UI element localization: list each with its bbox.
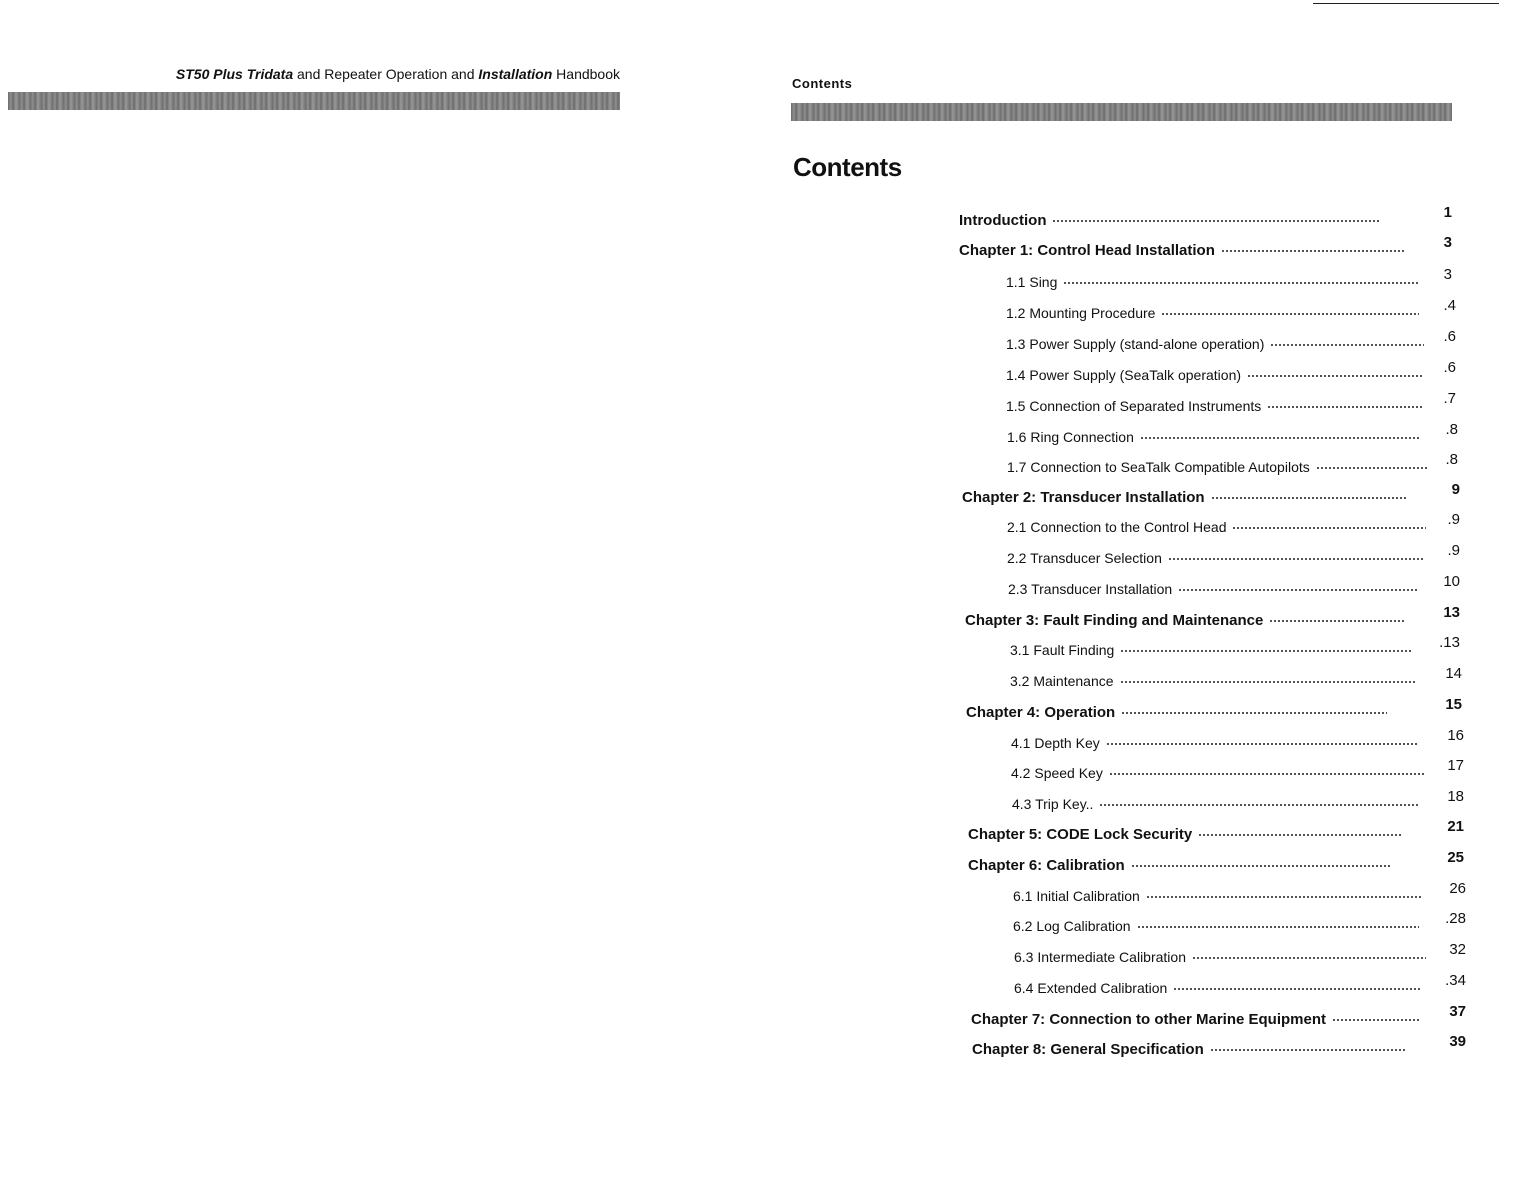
toc-page-number: .9 bbox=[1447, 511, 1460, 528]
toc-entry-label: Chapter 7: Connection to other Marine Equipment bbox=[971, 1011, 1327, 1028]
toc-leader-dots bbox=[1131, 850, 1391, 870]
toc-entry[interactable] bbox=[1006, 267, 1425, 292]
toc-entry[interactable] bbox=[1006, 329, 1430, 354]
toc-page-number: 9 bbox=[1451, 481, 1460, 498]
toc-leader-dots bbox=[1210, 1034, 1406, 1054]
toc-entry-label: 4.2 Speed Key bbox=[1011, 765, 1103, 781]
toc-entry-label: 4.3 Trip Key.. bbox=[1012, 796, 1094, 812]
toc-entry-label: Chapter 2: Transducer Installation bbox=[962, 489, 1205, 506]
header-product-name: ST50 Plus Tridata bbox=[175, 66, 294, 82]
toc-entry[interactable] bbox=[1011, 728, 1425, 753]
toc-entry-label: Chapter 6: Calibration bbox=[968, 857, 1125, 874]
toc-entry-label: 1.4 Power Supply (SeaTalk operation) bbox=[1006, 367, 1242, 383]
toc-page-number: .6 bbox=[1443, 328, 1456, 345]
toc-page-number: 1 bbox=[1443, 204, 1452, 221]
toc-entry-label: 1.7 Connection to SeaTalk Compatible Autopilots bbox=[1007, 459, 1310, 475]
toc-entry-label: Chapter 5: CODE Lock Security bbox=[968, 826, 1193, 843]
toc-leader-dots bbox=[1099, 789, 1419, 809]
toc-entry[interactable] bbox=[962, 482, 1412, 508]
toc-entry[interactable] bbox=[1010, 635, 1418, 660]
toc-page-number: 16 bbox=[1447, 727, 1464, 744]
toc-entry[interactable] bbox=[1006, 298, 1425, 323]
header-text: and Repeater Operation and bbox=[293, 66, 479, 82]
toc-leader-dots bbox=[1161, 298, 1419, 318]
toc-entry[interactable] bbox=[1010, 666, 1423, 691]
toc-entry[interactable] bbox=[1014, 973, 1427, 998]
page-title: Contents bbox=[793, 152, 902, 182]
toc-page-number: .28 bbox=[1445, 910, 1466, 927]
toc-entry[interactable] bbox=[1007, 543, 1430, 568]
toc-entry[interactable] bbox=[968, 819, 1407, 845]
toc-page-number: 15 bbox=[1445, 696, 1462, 713]
toc-entry[interactable] bbox=[965, 605, 1412, 631]
toc-leader-dots bbox=[1140, 422, 1419, 442]
toc-entry-label: Introduction bbox=[959, 212, 1047, 229]
toc-page-number: 13 bbox=[1443, 604, 1460, 621]
toc-leader-dots bbox=[1221, 235, 1404, 255]
toc-leader-dots bbox=[1109, 758, 1424, 778]
toc-page-number: .6 bbox=[1443, 359, 1456, 376]
toc-leader-dots bbox=[1269, 605, 1406, 625]
toc-page-number: 17 bbox=[1447, 757, 1464, 774]
toc-entry-label: Chapter 8: General Specification bbox=[972, 1041, 1204, 1058]
toc-entry[interactable] bbox=[1007, 452, 1435, 477]
toc-entry-label: 2.3 Transducer Installation bbox=[1008, 581, 1173, 597]
left-page-header bbox=[0, 64, 620, 84]
toc-entry[interactable] bbox=[1007, 422, 1425, 447]
toc-page-number: 10 bbox=[1443, 573, 1460, 590]
right-header-bar bbox=[791, 103, 1452, 121]
toc-entry-label: 2.1 Connection to the Control Head bbox=[1007, 519, 1227, 535]
toc-leader-dots bbox=[1198, 819, 1401, 839]
toc-entry-label: Chapter 3: Fault Finding and Maintenance bbox=[965, 612, 1264, 629]
toc-entry[interactable] bbox=[1011, 758, 1430, 783]
toc-entry-label: 6.3 Intermediate Calibration bbox=[1014, 949, 1186, 965]
toc-leader-dots bbox=[1052, 205, 1379, 225]
toc-entry-label: 6.1 Initial Calibration bbox=[1013, 888, 1140, 904]
toc-page-number: 21 bbox=[1447, 818, 1464, 835]
toc-leader-dots bbox=[1063, 267, 1419, 287]
toc-entry[interactable] bbox=[1013, 881, 1428, 906]
toc-entry-label: Chapter 4: Operation bbox=[966, 704, 1116, 721]
toc-page-number: 37 bbox=[1449, 1003, 1466, 1020]
toc-page-number: .13 bbox=[1439, 634, 1460, 651]
toc-leader-dots bbox=[1137, 911, 1419, 931]
header-handbook: Handbook bbox=[552, 66, 620, 82]
toc-entry-label: 3.2 Maintenance bbox=[1010, 673, 1114, 689]
left-header-bar bbox=[8, 92, 620, 110]
toc-page-number: 3 bbox=[1443, 266, 1452, 283]
toc-entry[interactable] bbox=[959, 235, 1410, 261]
toc-entry[interactable] bbox=[1013, 911, 1425, 936]
toc-entry-label: 1.5 Connection of Separated Instruments bbox=[1006, 398, 1262, 414]
toc-entry[interactable] bbox=[1006, 391, 1430, 416]
toc-entry-label: 6.2 Log Calibration bbox=[1013, 918, 1131, 934]
toc-page-number: 14 bbox=[1445, 665, 1462, 682]
toc-leader-dots bbox=[1247, 360, 1424, 380]
toc-leader-dots bbox=[1332, 1004, 1421, 1024]
toc-leader-dots bbox=[1232, 512, 1426, 532]
toc-page-number: .34 bbox=[1445, 972, 1466, 989]
toc-leader-dots bbox=[1168, 543, 1424, 563]
toc-leader-dots bbox=[1146, 881, 1422, 901]
toc-entry-label: 2.2 Transducer Selection bbox=[1007, 550, 1162, 566]
toc-entry[interactable] bbox=[1012, 789, 1425, 814]
toc-page-number: 32 bbox=[1449, 941, 1466, 958]
toc-page-number: 25 bbox=[1447, 849, 1464, 866]
toc-entry-label: 6.4 Extended Calibration bbox=[1014, 980, 1168, 996]
toc-entry-label: 3.1 Fault Finding bbox=[1010, 642, 1115, 658]
toc-entry-label: Chapter 1: Control Head Installation bbox=[959, 242, 1215, 259]
toc-page-number: .9 bbox=[1447, 542, 1460, 559]
toc-entry-label: 1.1 Sing bbox=[1006, 274, 1058, 290]
toc-entry[interactable] bbox=[1014, 942, 1432, 967]
toc-page-number: .8 bbox=[1445, 451, 1458, 468]
toc-page-number: .4 bbox=[1443, 297, 1456, 314]
toc-entry-label: 1.2 Mounting Procedure bbox=[1006, 305, 1156, 321]
toc-entry[interactable] bbox=[1007, 512, 1432, 537]
toc-page-number: 39 bbox=[1449, 1033, 1466, 1050]
toc-leader-dots bbox=[1173, 973, 1421, 993]
toc-entry[interactable] bbox=[968, 850, 1397, 876]
toc-entry[interactable] bbox=[971, 1004, 1427, 1030]
toc-entry-label: 1.6 Ring Connection bbox=[1007, 429, 1134, 445]
toc-entry[interactable] bbox=[966, 697, 1393, 723]
toc-page-number: .7 bbox=[1443, 390, 1456, 407]
toc-leader-dots bbox=[1316, 452, 1429, 472]
toc-entry[interactable] bbox=[1006, 360, 1430, 385]
toc-entry-label: 4.1 Depth Key bbox=[1011, 735, 1100, 751]
toc-leader-dots bbox=[1121, 697, 1387, 717]
toc-leader-dots bbox=[1270, 329, 1424, 349]
toc-leader-dots bbox=[1120, 666, 1417, 686]
toc-page-number: 18 bbox=[1447, 788, 1464, 805]
toc-page-number: 3 bbox=[1443, 234, 1452, 251]
header-installation: Installation bbox=[478, 66, 553, 82]
toc-entry-label: 1.3 Power Supply (stand-alone operation) bbox=[1006, 336, 1265, 352]
toc-leader-dots bbox=[1178, 574, 1419, 594]
toc-leader-dots bbox=[1192, 942, 1426, 962]
toc-page-number: .8 bbox=[1445, 421, 1458, 438]
top-rule bbox=[1313, 3, 1499, 4]
section-label: Contents bbox=[792, 76, 853, 91]
toc-leader-dots bbox=[1267, 391, 1424, 411]
toc-page-number: 26 bbox=[1449, 880, 1466, 897]
toc-entry[interactable] bbox=[959, 205, 1385, 231]
toc-leader-dots bbox=[1211, 482, 1406, 502]
toc-entry[interactable] bbox=[1008, 574, 1425, 599]
toc-entry[interactable] bbox=[972, 1034, 1412, 1060]
toc-leader-dots bbox=[1106, 728, 1419, 748]
toc-leader-dots bbox=[1120, 635, 1412, 655]
